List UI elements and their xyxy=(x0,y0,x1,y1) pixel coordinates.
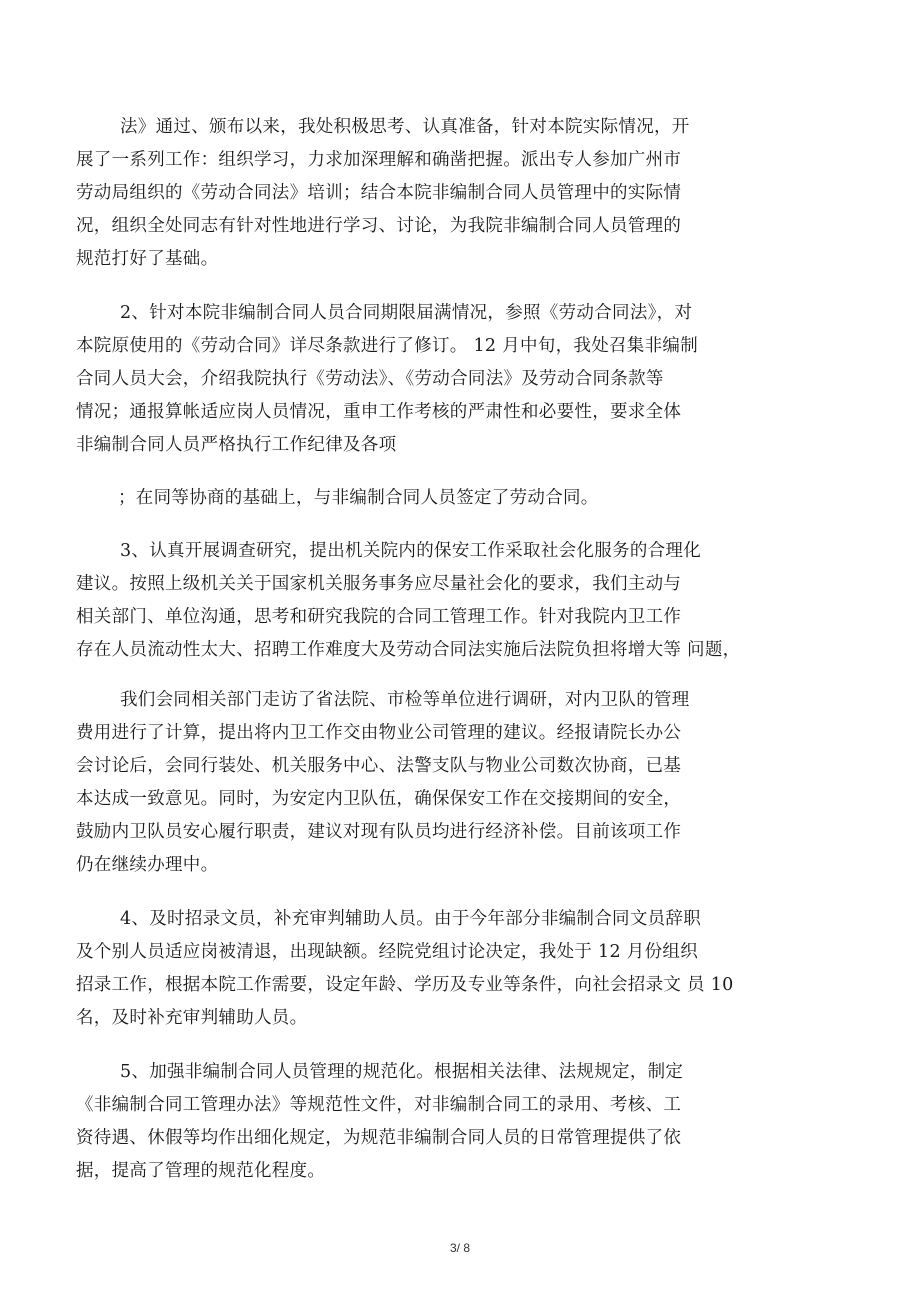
text-line: 我们会同相关部门走访了省法院、市检等单位进行调研，对内卫队的管理 xyxy=(120,690,690,710)
text-line: 本院原使用的《劳动合同》详尽条款进行了修订。 12 月中旬，我处召集非编制 xyxy=(76,336,698,356)
text-line: 据，提高了管理的规范化程度。 xyxy=(76,1161,326,1181)
text-line: 3、认真开展调查研究，提出机关院内的保安工作采取社会化服务的合理化 xyxy=(120,541,702,561)
text-line: 《非编制合同工管理办法》等规范性文件，对非编制合同工的录用、考核、工 xyxy=(76,1095,682,1115)
text-line: 法》通过、颁布以来，我处积极思考、认真准备，针对本院实际情况，开 xyxy=(120,117,690,137)
text-line: 鼓励内卫队员安心履行职责，建议对现有队员均进行经济补偿。目前该项工作 xyxy=(76,822,682,842)
text-line: 资待遇、休假等均作出细化规定，为规范非编制合同人员的日常管理提供了依 xyxy=(76,1128,682,1148)
paragraph-1 xyxy=(76,111,806,276)
text-line: 存在人员流动性太大、招聘工作难度大及劳动合同法实施后法院负担将增大等 问题， xyxy=(76,640,741,660)
text-line: 非编制合同人员严格执行工作纪律及各项 xyxy=(76,435,397,455)
text-line: 况，组织全处同志有针对性地进行学习、讨论，为我院非编制合同人员管理的 xyxy=(76,216,682,236)
paragraph-5 xyxy=(76,684,806,882)
text-line: 仍在继续办理中。 xyxy=(76,855,219,875)
text-line: 5、加强非编制合同人员管理的规范化。根据相关法律、法规规定，制定 xyxy=(120,1062,684,1082)
text-line: 情况；通报算帐适应岗人员情况，重申工作考核的严肃性和必要性，要求全体 xyxy=(76,402,682,422)
text-line: 及个别人员适应岗被清退，出现缺额。经院党组讨论决定，我处于 12 月份组织 xyxy=(76,942,698,962)
text-line: 本达成一致意见。同时，为安定内卫队伍，确保保安工作在交接期间的安全， xyxy=(76,789,682,809)
text-line: 劳动局组织的《劳动合同法》培训；结合本院非编制合同人员管理中的实际情 xyxy=(76,183,682,203)
text-line: 2、针对本院非编制合同人员合同期限届满情况，参照《劳动合同法》，对 xyxy=(120,303,693,323)
text-line: 规范打好了基础。 xyxy=(76,249,219,269)
text-line: 名，及时补充审判辅助人员。 xyxy=(76,1008,308,1028)
paragraph-2 xyxy=(76,297,806,462)
paragraph-3 xyxy=(76,482,806,515)
text-line: 展了一系列工作：组织学习，力求加深理解和确凿把握。派出专人参加广州市 xyxy=(76,150,682,170)
text-line: ；在同等协商的基础上，与非编制合同人员签定了劳动合同。 xyxy=(118,488,599,508)
text-line: 4、及时招录文员，补充审判辅助人员。由于今年部分非编制合同文员辞职 xyxy=(120,909,702,929)
paragraph-4 xyxy=(76,535,806,667)
text-line: 建议。按照上级机关关于国家机关服务事务应尽量社会化的要求，我们主动与 xyxy=(76,574,682,594)
text-line: 相关部门、单位沟通，思考和研究我院的合同工管理工作。针对我院内卫工作 xyxy=(76,607,682,627)
paragraph-7 xyxy=(76,1056,806,1188)
text-line: 合同人员大会，介绍我院执行《劳动法》、《劳动合同法》及劳动合同条款等 xyxy=(76,369,664,389)
page-number: 3/ 8 xyxy=(449,1241,470,1255)
text-line: 费用进行了计算，提出将内卫工作交由物业公司管理的建议。经报请院长办公 xyxy=(76,723,682,743)
paragraph-6 xyxy=(76,903,806,1035)
text-line: 会讨论后，会同行装处、机关服务中心、法警支队与物业公司数次协商，已基 xyxy=(76,756,682,776)
text-line: 招录工作，根据本院工作需要，设定年龄、学历及专业等条件，向社会招录文 员 10 xyxy=(76,975,734,995)
